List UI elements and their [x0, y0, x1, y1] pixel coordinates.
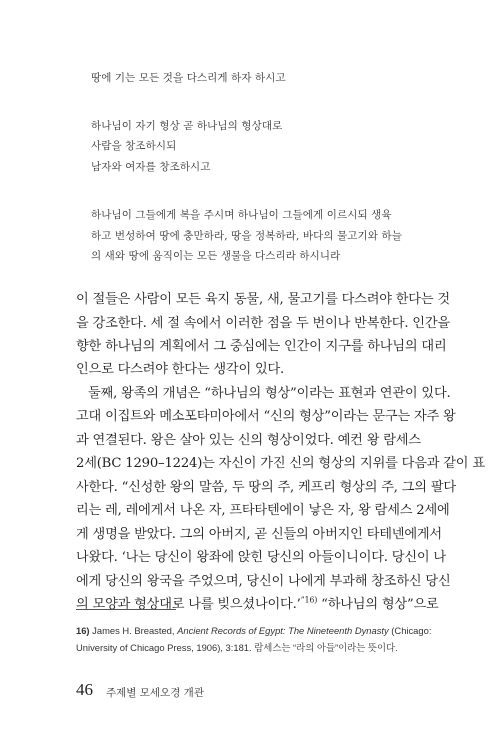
quote-line: 사람을 창조하시되 — [91, 140, 177, 152]
body-line: 이 절들은 사람이 모든 육지 동물, 새, 물고기를 다스려야 한다는 것 — [76, 292, 450, 307]
quote-line: 하나님이 자기 형상 곧 하나님의 형상대로 — [91, 120, 283, 132]
page-number: 46 — [76, 680, 93, 699]
footnote-marker: 16) — [76, 625, 90, 636]
quote-line: 하고 번성하여 땅에 충만하라, 땅을 정복하라, 바다의 물고기와 하늘 — [91, 230, 402, 242]
footnote-text: (Chicago: — [391, 625, 432, 636]
body-line-text: “하나님의 형상”으로 — [321, 597, 439, 612]
body-line: 과 연결된다. 왕은 살아 있는 신의 형상이었다. 예컨 왕 람세스 — [76, 433, 421, 448]
quote-line: 남자와 여자를 창조하시고 — [91, 161, 211, 173]
body-line: 2세(BC 1290–1224)는 자신이 가진 신의 형상의 지위를 다음과 같이 표 — [76, 456, 485, 471]
body-line: 리는 레, 레에게서 나온 자, 프타타텐에이 낳은 자, 왕 람세스 2세에 — [76, 503, 450, 518]
body-line: 고대 이집트와 메소포타미아에서 “신의 형상”이라는 문구는 자주 왕 — [76, 409, 456, 424]
footnote-line: University of Chicago Press, 1906), 3:181. 람세스는 “라의 아들”이라는 뜻이다. — [76, 642, 398, 653]
body-line: 게 생명을 받았다. 그의 아버지, 곧 신들의 아버지인 타테넨에게서 — [76, 527, 442, 542]
footnote-divider — [76, 609, 176, 610]
quote-line: 의 새와 땅에 움직이는 모든 생물을 다스리라 하시니라 — [91, 250, 341, 262]
quote-line: 하나님이 그들에게 복을 주시며 하나님이 그들에게 이르시되 생육 — [91, 209, 392, 221]
body-line: 나왔다. ‘나는 당신이 왕좌에 앉힌 당신의 아들이니이다. 당신이 나 — [76, 550, 446, 565]
footnote-line — [76, 625, 431, 636]
quote-line: 땅에 기는 모든 것을 다스리게 하자 하시고 — [91, 72, 286, 84]
body-line: 을 강조한다. 세 절 속에서 이러한 점을 두 번이나 반복한다. 인간을 — [76, 316, 450, 331]
body-line: 향한 하나님의 계획에서 그 중심에는 인간이 지구를 하나님의 대리 — [76, 339, 447, 354]
body-line: 둘째, 왕족의 개념은 “하나님의 형상”이라는 표현과 연관이 있다. — [88, 386, 451, 401]
body-line: 사한다. “신성한 왕의 말씀, 두 땅의 주, 케프리 형상의 주, 그의 팔다 — [76, 480, 456, 495]
running-footer-title: 주제별 모세오경 개관 — [106, 687, 204, 699]
footnote-author: James H. Breasted, — [92, 625, 175, 636]
footnote-reference[interactable]: ”16) — [300, 595, 318, 605]
body-line: 에게 당신의 왕국을 주었으며, 당신이 나에게 부과해 창조하신 당신 — [76, 574, 451, 589]
body-line-text: 의 모양과 형상대로 나를 빚으셨나이다.’ — [76, 597, 301, 612]
body-line: 인으로 다스려야 한다는 생각이 있다. — [76, 362, 285, 377]
footnote-book-title: Ancient Records of Egypt: The Nineteenth Dynasty — [177, 625, 389, 636]
